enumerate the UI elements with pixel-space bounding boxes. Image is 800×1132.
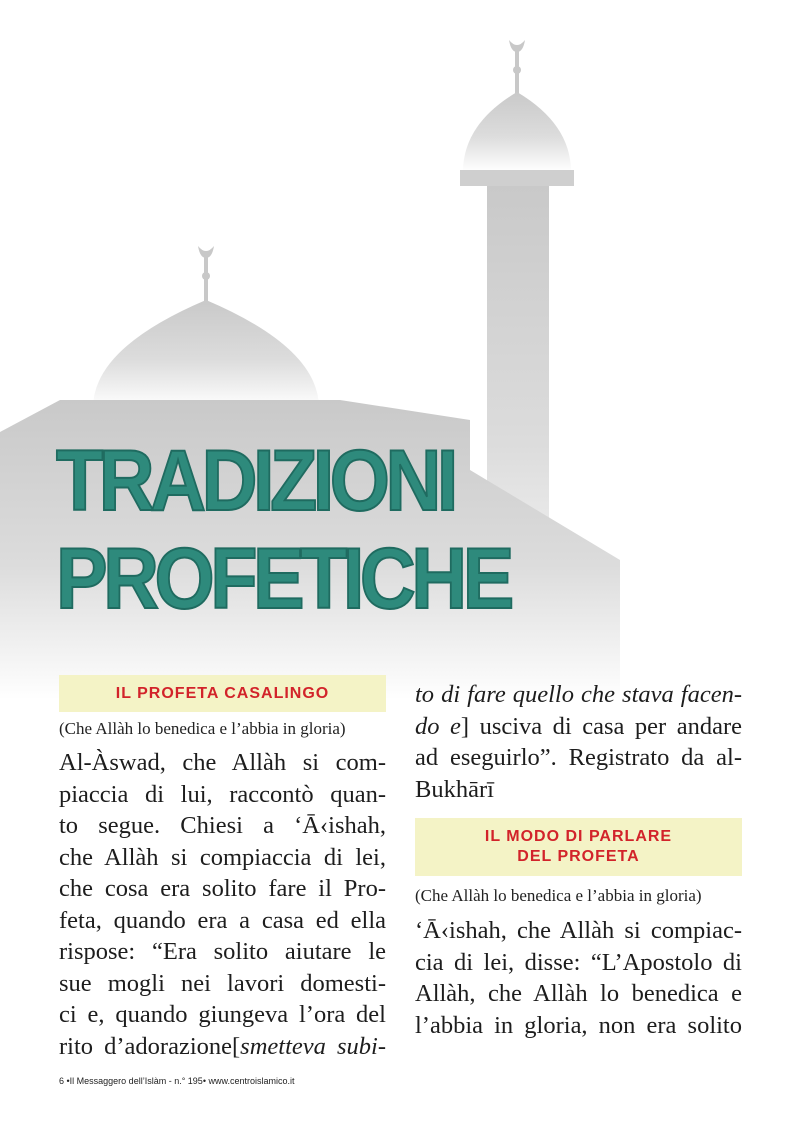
text-line — [59, 1031, 386, 1063]
page-title-line1: TRADIZIONI — [56, 433, 454, 529]
text-line — [415, 679, 742, 711]
article-column-left — [59, 747, 386, 1062]
crescent-icon — [509, 40, 525, 96]
text-fragment: ] usciva di casa per andare — [460, 712, 742, 740]
text-line: rispose: “Era solito aiutare le — [59, 938, 386, 965]
section-heading-modo-di-parlare — [415, 818, 742, 876]
section-heading-line: DEL PROFETA — [517, 848, 640, 865]
text-line: Bukhārī — [415, 775, 494, 803]
section-heading-profeta-casalingo: IL PROFETA CASALINGO — [59, 675, 386, 712]
blessing-text: (Che Allàh lo benedica e l’abbia in gloria) — [415, 886, 702, 905]
text-line — [415, 711, 742, 743]
text-fragment-italic: smetteva subi- — [240, 1032, 386, 1060]
blessing-text: (Che Allàh lo benedica e l’abbia in gloria) — [59, 719, 346, 738]
page-title-line2: PROFETICHE — [56, 531, 510, 627]
page-footer: 6 •Il Messaggero dell’Islàm - n.° 195• www.centroislamico.it — [59, 1076, 295, 1086]
crescent-icon — [198, 246, 214, 302]
text-line: ad eseguirlo”. Registrato da al- — [415, 744, 742, 771]
text-line: to segue. Chiesi a ‘Ā‹ishah, — [59, 812, 386, 839]
text-line: cia di lei, disse: “L’Apostolo di — [415, 948, 742, 976]
text-line: piaccia di lui, raccontò quan- — [59, 780, 386, 808]
text-line: che cosa era solito fare il Pro- — [59, 875, 386, 902]
text-line: ci e, quando giungeva l’ora del — [59, 1001, 386, 1028]
text-line: Allàh, che Allàh lo benedica e — [415, 980, 742, 1007]
text-line: che Allàh si compiaccia di lei, — [59, 843, 386, 871]
section-heading-line: IL MODO DI PARLARE — [484, 828, 673, 845]
text-fragment: rito d’adorazione[ — [59, 1032, 241, 1060]
text-fragment-italic: do e — [415, 712, 461, 740]
text-line: l’abbia in gloria, non era solito — [415, 1011, 742, 1039]
text-fragment-italic: to di fare quello che stava facen- — [415, 681, 742, 708]
text-line: Al-Àswad, che Allàh si com- — [59, 749, 386, 776]
text-line: sue mogli nei lavori domesti- — [59, 969, 386, 997]
article-column-right — [415, 915, 742, 1041]
text-line: feta, quando era a casa ed ella — [59, 906, 386, 934]
text-line: ‘Ā‹ishah, che Allàh si compiac- — [415, 917, 742, 944]
article-column-right-continued — [415, 679, 742, 805]
